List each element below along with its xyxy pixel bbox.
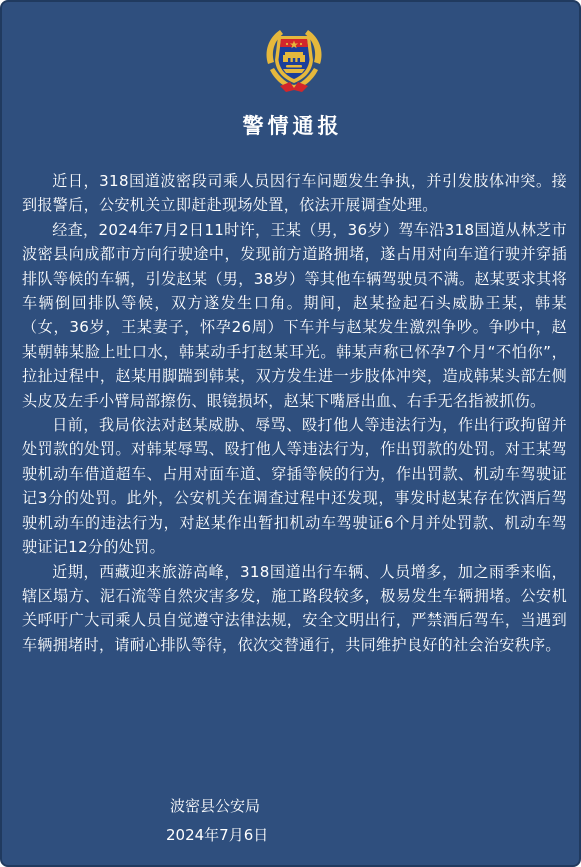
signature-block — [166, 792, 269, 850]
paragraph-appeal: 近期，西藏迎来旅游高峰，318国道出行车辆、人员增多，加之雨季来临，辖区塌方、泥石流等自然灾害多发，施工路段较多，极易发生车辆拥堵。公安机关呼吁广大司乘人员自觉遵守法律法规，安全文明出行，严禁酒后驾车，当遇到车辆拥堵时，请耐心排队等待，依次交替通行，共同维护良好的社会治安秩序。 — [22, 562, 567, 654]
paragraph-investigation: 经查，2024年7月2日11时许，王某（男，36岁）驾车沿318国道从林芝市波密县向成都市方向行驶途中，发现前方道路拥堵，遂占用对向车道行驶并穿插排队等候的车辆，引发赵某（男，38岁）等其他车辆驾驶员不满。赵某要求其将车辆倒回排队等候，双方遂发生口角。期间，赵某捡起石头威胁王某，韩某（女，36岁，王某妻子，怀孕26周）下车并与赵某发生激烈争吵。争吵中，赵某朝韩某脸上吐口水，韩某动手打赵某耳光。韩某声称已怀孕7个月“不怕你”，拉扯过程中，赵某用脚踹到韩某，双方发生进一步肢体冲突，造成韩某头部左侧头皮及左手小臂局部擦伤、眼镜损坏，赵某下嘴唇出血、右手无名指被抓伤。 — [22, 220, 567, 410]
page-title: 警情通报 — [242, 114, 343, 138]
signature-org: 波密县公安局 — [170, 797, 261, 815]
police-emblem-icon — [250, 16, 338, 104]
paragraph-penalties: 日前，我局依法对赵某威胁、辱骂、殴打他人等违法行为，作出行政拘留并处罚款的处罚。对韩某辱骂、殴打他人等违法行为，作出罚款的处罚。对王某驾驶机动车借道超车、占用对面车道、穿插等候的行为，作出罚款、机动车驾驶证记3分的处罚。此外，公安机关在调查过程中还发现，事发时赵某存在饮酒后驾驶机动车的违法行为，对赵某作出暂扣机动车驾驶证6个月并处罚款、机动车驾驶证记12分的处罚。 — [22, 416, 567, 557]
signature-date: 2024年7月6日 — [166, 826, 269, 844]
notice-body — [22, 169, 567, 657]
paragraph-intro: 近日，318国道波密段司乘人员因行车问题发生争执，并引发肢体冲突。接到报警后，公安机关立即赶赴现场处置，依法开展调查处理。 — [22, 172, 567, 215]
